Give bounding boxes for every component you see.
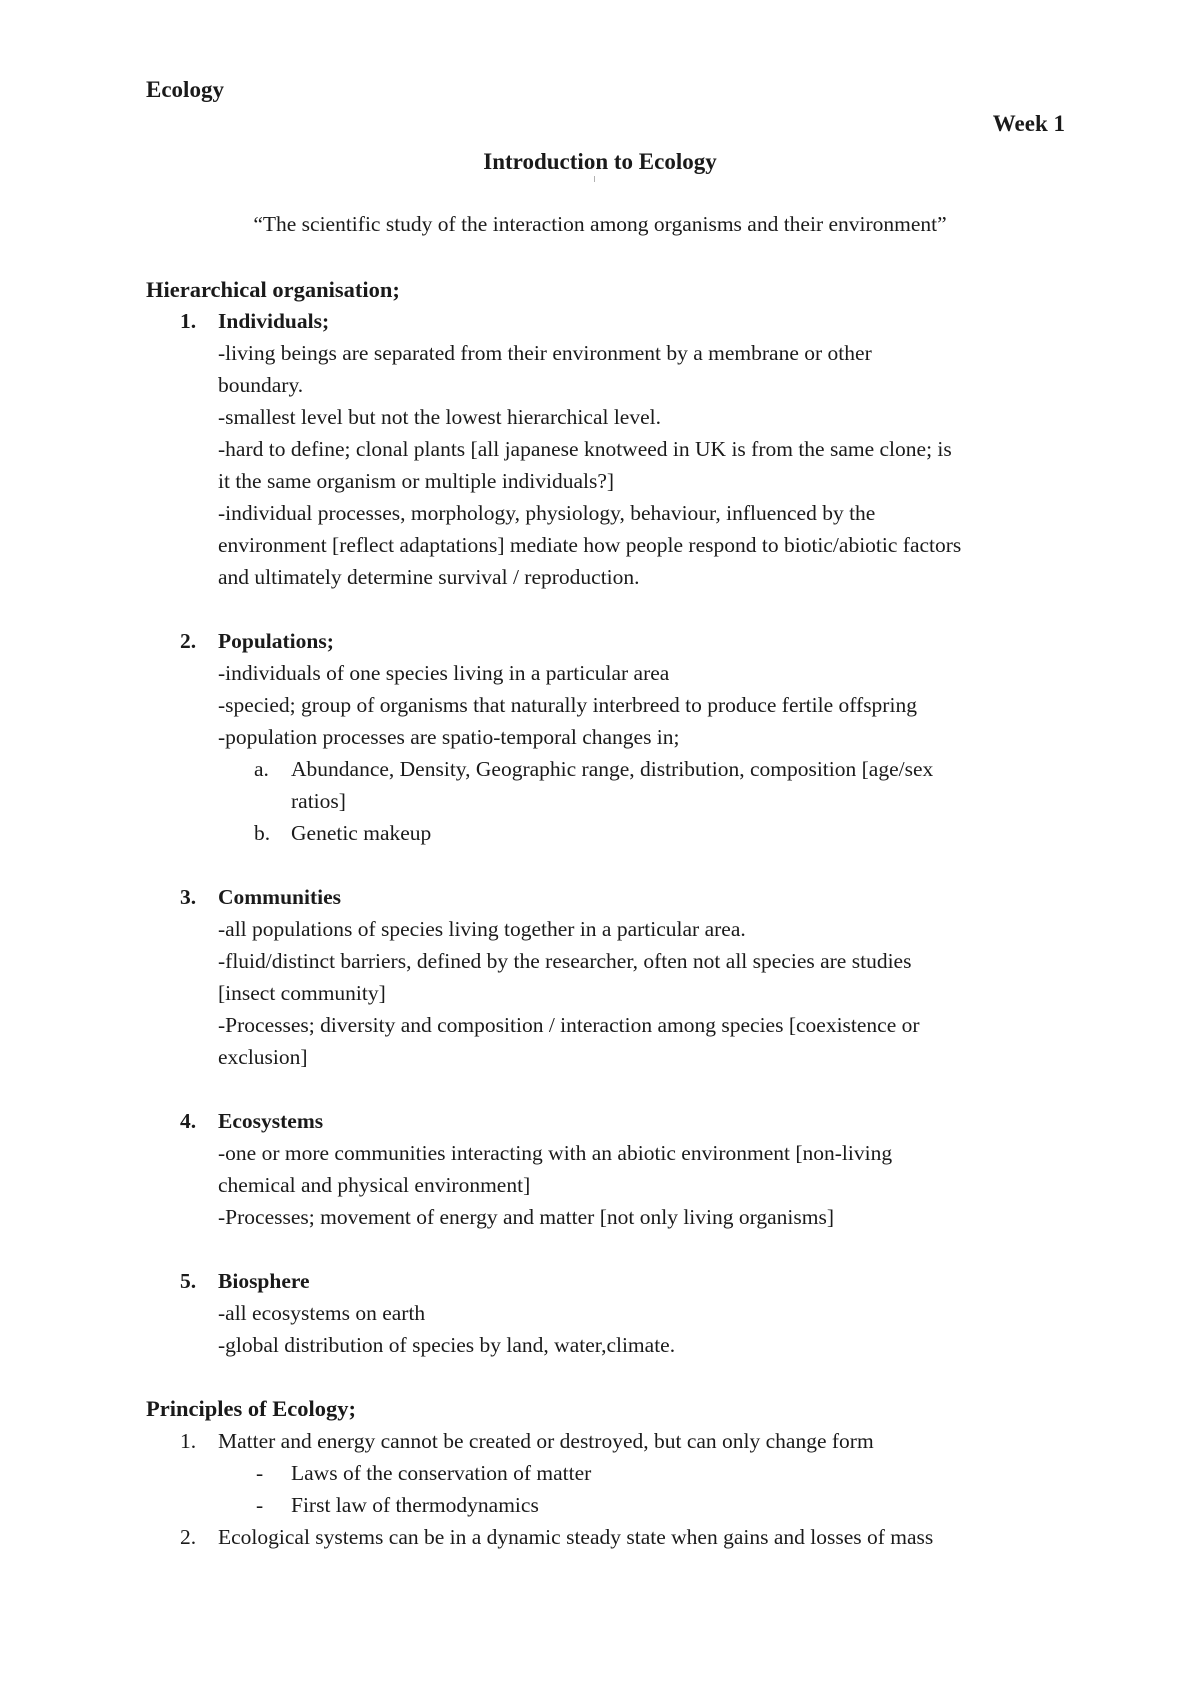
bullet-dash: - — [256, 1493, 264, 1517]
page-title: Introduction to Ecology — [483, 149, 717, 174]
principle-text: Ecological systems can be in a dynamic steady state when gains and losses of mass — [218, 1525, 934, 1549]
subject-heading: Ecology — [146, 77, 224, 102]
text-line: exclusion] — [218, 1045, 308, 1069]
item-title-ecosystems: Ecosystems — [218, 1109, 324, 1133]
sub-list-letter: b. — [254, 821, 271, 845]
sub-list-letter: a. — [254, 757, 269, 781]
text-line: -living beings are separated from their environment by a membrane or other — [218, 341, 872, 365]
list-number: 2. — [180, 629, 197, 653]
text-line: -individuals of one species living in a particular area — [218, 661, 670, 685]
list-number: 1. — [180, 309, 197, 333]
list-number: 5. — [180, 1269, 197, 1293]
item-title-biosphere: Biosphere — [218, 1269, 310, 1293]
text-line: [insect community] — [218, 981, 386, 1005]
week-label: Week 1 — [992, 111, 1065, 136]
text-line: chemical and physical environment] — [218, 1173, 531, 1197]
bullet-dash: - — [256, 1461, 264, 1485]
stray-mark — [594, 176, 595, 182]
text-line: boundary. — [218, 373, 304, 397]
bullet-text: First law of thermodynamics — [291, 1493, 539, 1517]
text-line: -population processes are spatio-temporal changes in; — [218, 725, 680, 749]
text-line: -Processes; movement of energy and matter [not only living organisms] — [218, 1205, 835, 1229]
sub-list-text: ratios] — [291, 789, 346, 813]
text-line: -Processes; diversity and composition / interaction among species [coexistence or — [218, 1013, 920, 1037]
sub-list-text: Genetic makeup — [291, 821, 432, 845]
list-number: 3. — [180, 885, 197, 909]
list-number: 4. — [180, 1109, 197, 1133]
text-line: and ultimately determine survival / reproduction. — [218, 565, 640, 589]
text-line: -hard to define; clonal plants [all japanese knotweed in UK is from the same clone; is — [218, 437, 952, 461]
list-number: 1. — [180, 1429, 197, 1453]
item-title-communities: Communities — [218, 885, 342, 909]
section-heading-principles: Principles of Ecology; — [146, 1396, 356, 1421]
text-line: -global distribution of species by land, water,climate. — [218, 1333, 676, 1357]
text-line: -one or more communities interacting with an abiotic environment [non-living — [218, 1141, 893, 1165]
bullet-text: Laws of the conservation of matter — [291, 1461, 592, 1485]
text-line: environment [reflect adaptations] mediate how people respond to biotic/abiotic factors — [218, 533, 962, 557]
text-line: -smallest level but not the lowest hierarchical level. — [218, 405, 661, 429]
text-line: it the same organism or multiple individuals?] — [218, 469, 615, 493]
text-line: -all ecosystems on earth — [218, 1301, 426, 1325]
text-line: -individual processes, morphology, physiology, behaviour, influenced by the — [218, 501, 876, 525]
definition-quote: “The scientific study of the interaction among organisms and their environment” — [253, 212, 947, 236]
section-heading-hierarchy: Hierarchical organisation; — [146, 277, 400, 302]
list-number: 2. — [180, 1525, 197, 1549]
item-title-individuals: Individuals; — [218, 309, 330, 333]
text-line: -specied; group of organisms that naturally interbreed to produce fertile offspring — [218, 693, 917, 717]
principle-text: Matter and energy cannot be created or destroyed, but can only change form — [218, 1429, 874, 1453]
item-title-populations: Populations; — [218, 629, 334, 653]
text-line: -fluid/distinct barriers, defined by the researcher, often not all species are studies — [218, 949, 912, 973]
sub-list-text: Abundance, Density, Geographic range, distribution, composition [age/sex — [291, 757, 934, 781]
text-line: -all populations of species living together in a particular area. — [218, 917, 746, 941]
